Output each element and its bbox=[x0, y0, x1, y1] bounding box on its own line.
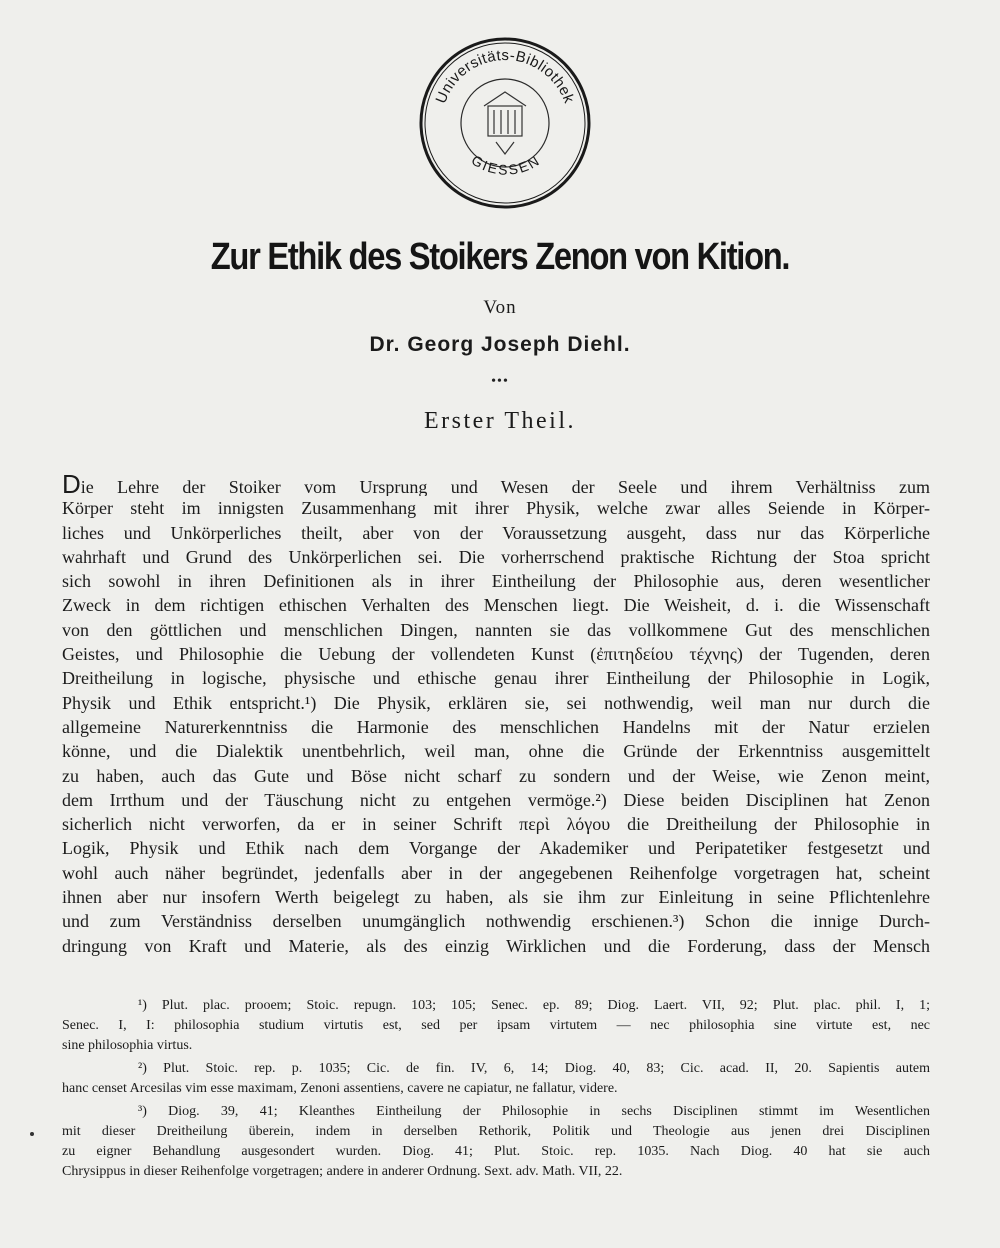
body-line: ihnen aber nur insofern Werth beigelegt zu haben, als sie ihm zur Einleitung in seine Pflichtenlehre bbox=[62, 887, 930, 908]
body-line: Dreitheilung in logische, physische und ethische genau ihrer Eintheilung der Philosophie in Logik, bbox=[62, 668, 930, 689]
author-name: Dr. Georg Joseph Diehl. bbox=[369, 333, 631, 356]
footnote-line: mit dieser Dreitheilung überein, indem in derselben Rethorik, Politik und Theologie aus jenen drei Disciplinen bbox=[62, 1124, 930, 1139]
body-line: Physik und Ethik entspricht.¹) Die Physik, erklären sie, sei nothwendig, weil man nur durch die bbox=[62, 692, 930, 713]
stamp-top-text: Universitäts-Bibliothek bbox=[432, 46, 578, 106]
body-line: wahrhaft und Grund des Unkörperlichen sei. Die vorherrschend praktische Richtung der Stoa spricht bbox=[62, 546, 930, 567]
svg-text:GIESSEN bbox=[469, 152, 544, 178]
body-line: zu haben, auch das Gute und Böse nicht scharf zu sondern und der Weise, wie Zenon meint, bbox=[62, 765, 930, 786]
library-stamp bbox=[416, 34, 594, 212]
by-label: Von bbox=[483, 297, 517, 318]
footnote-line: hanc censet Arcesilas vim esse maximam, Zenoni assentiens, cavere ne capiatur, ne fallatur, videre. bbox=[62, 1081, 618, 1096]
body-line: von den göttlichen und menschlichen Dingen, nannten sie das vollkommene Gut des menschlichen bbox=[62, 619, 930, 640]
body-line: Die Lehre der Stoiker vom Ursprung und Wesen der Seele und ihrem Verhältniss zum bbox=[62, 472, 930, 496]
building-emblem-icon bbox=[484, 92, 526, 154]
article-title: Zur Ethik des Stoikers Zenon von Kition. bbox=[210, 236, 790, 278]
ornament: ••• bbox=[491, 374, 509, 389]
body-line: sicherlich nicht verworfen, da er in seiner Schrift περὶ λόγου die Dreitheilung der Philosophie in bbox=[62, 814, 930, 835]
footnotes bbox=[62, 996, 930, 1182]
body-text bbox=[62, 472, 930, 958]
footnote-line: Senec. I, I: philosophia studium virtutis est, sed per ipsam virtutem — nec philosophia sine virtute est, nec bbox=[62, 1018, 930, 1033]
body-line: Logik, Physik und Ethik nach dem Vorgange der Akademiker und Peripatetiker festgesetzt und bbox=[62, 838, 930, 859]
body-line: dem Irrthum und der Täuschung nicht zu entgehen vermöge.²) Diese beiden Disciplinen hat Zenon bbox=[62, 789, 930, 810]
stamp-bottom-text: GIESSEN bbox=[468, 151, 544, 178]
part-heading: Erster Theil. bbox=[423, 408, 577, 434]
footnote-line: ¹) Plut. plac. prooem; Stoic. repugn. 103; 105; Senec. ep. 89; Diog. Laert. VII, 92; Plut. plac. phil. I, 1; bbox=[138, 998, 930, 1013]
body-line: Zweck in dem richtigen ethischen Verhalten des Menschen liegt. Die Weisheit, d. i. die Wissenschaft bbox=[62, 595, 930, 616]
footnote-line: zu eigner Behandlung ausgesondert wurden. Diog. 41; Plut. Stoic. rep. 1035. Nach Diog. 40 hat sie auch bbox=[62, 1144, 930, 1159]
body-line: dringung von Kraft und Materie, als des einzig Wirklichen und die Forderung, dass der Mensch bbox=[62, 935, 930, 956]
body-line: allgemeine Naturerkenntniss die Harmonie des menschlichen Handelns mit der Natur erzielen bbox=[62, 716, 930, 737]
print-speck bbox=[30, 1132, 34, 1136]
drop-cap: D bbox=[62, 472, 81, 497]
footnote-line: ²) Plut. Stoic. rep. p. 1035; Cic. de fin. IV, 6, 14; Diog. 40, 83; Cic. acad. II, 20. Sapientis autem bbox=[138, 1061, 930, 1076]
footnote-line: sine philosophia virtus. bbox=[62, 1038, 193, 1053]
body-line: und zum Verständniss derselben unumgänglich nothwendig erschienen.³) Schon die innige Durch- bbox=[62, 911, 930, 932]
footnote-line: ³) Diog. 39, 41; Kleanthes Eintheilung der Philosophie in sechs Disciplinen stimmt im Wesentlichen bbox=[138, 1104, 930, 1119]
body-line: sich sowohl in ihren Definitionen als in ihrer Eintheilung der Philosophie aus, deren wesentlicher bbox=[62, 571, 930, 592]
body-line: liches und Unkörperliches theilt, aber von der Voraussetzung ausgeht, dass nur das Körperliche bbox=[62, 522, 930, 543]
footnote-line: Chrysippus in dieser Reihenfolge vorgetragen; andere in anderer Ordnung. Sext. adv. Math. VII, 22. bbox=[62, 1164, 623, 1179]
body-line: Geistes, und Philosophie die Uebung der vollendeten Kunst (ἐπιτηδείου τέχνης) der Tugenden, deren bbox=[62, 644, 930, 665]
body-line: wohl auch näher begründet, jedenfalls aber in der angegebenen Reihenfolge vorgetragen hat, scheint bbox=[62, 862, 930, 883]
body-line: Körper steht im innigsten Zusammenhang mit ihrer Physik, welche zwar alles Seiende in Körper- bbox=[62, 498, 930, 519]
body-line: könne, und die Dialektik unentbehrlich, weil man, ohne die Gründe der Erkenntniss ausgemittelt bbox=[62, 741, 930, 762]
